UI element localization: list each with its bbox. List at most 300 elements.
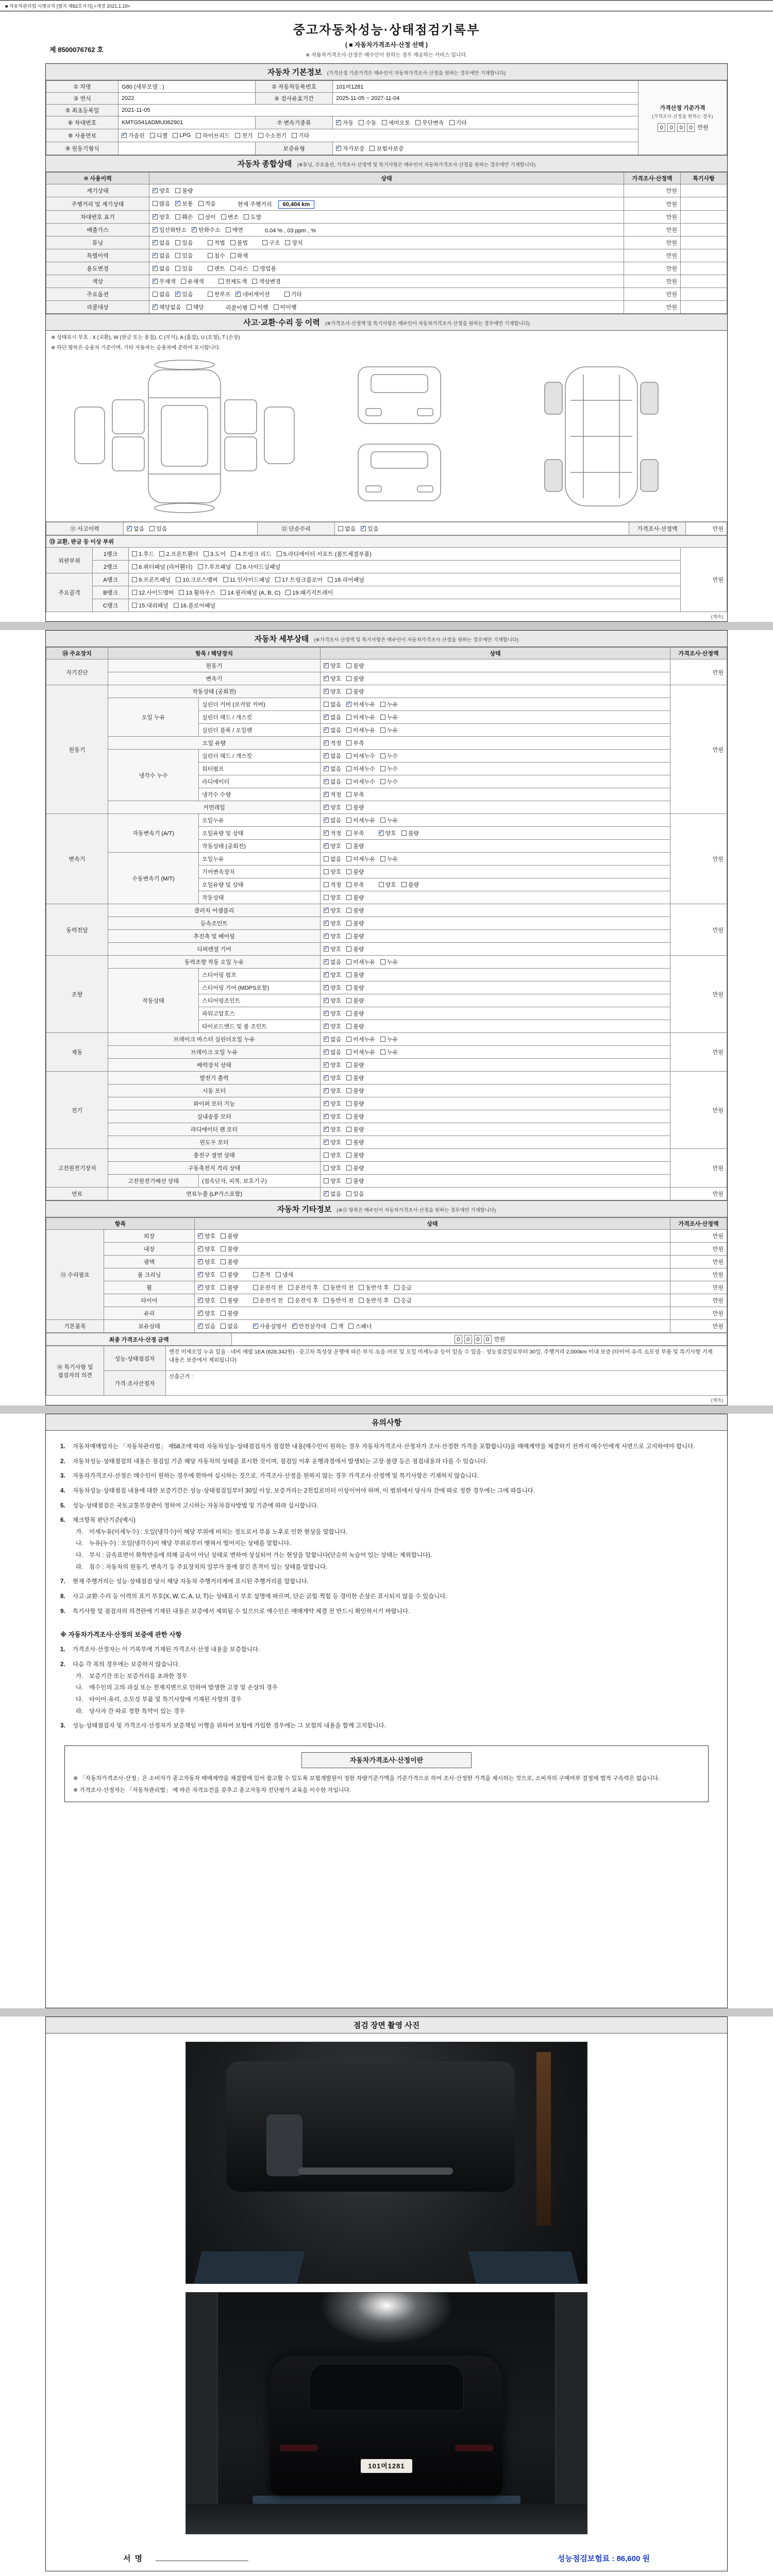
checkbox-option-label: 양호 [205,1311,216,1317]
checkbox-option[interactable] [236,290,270,298]
checkbox-option[interactable] [401,829,419,837]
fuel-options [119,129,638,142]
checkbox-option[interactable] [324,816,341,824]
checkbox-option[interactable] [221,1322,238,1330]
checkbox-option[interactable] [258,131,287,140]
checkbox-option[interactable] [253,1270,271,1279]
checkbox-option[interactable] [394,1283,412,1292]
checkbox-option[interactable] [346,765,375,773]
checkbox-option[interactable] [324,1164,341,1172]
option-group [208,264,281,273]
checkbox-option[interactable] [346,1177,364,1185]
checkbox-option[interactable] [208,264,225,273]
checkbox-option[interactable] [324,1035,341,1043]
checkbox-option[interactable] [230,239,248,247]
checkbox-option[interactable] [181,277,204,285]
checkbox-option[interactable] [253,1283,283,1292]
checkbox-option[interactable] [324,1074,341,1082]
usage-item-state [149,197,624,211]
checkbox-option-label: 불량 [353,1011,364,1017]
checkbox-box-icon [346,779,351,784]
checkbox-option[interactable] [221,588,280,597]
checkbox-option[interactable] [324,662,341,670]
price-unit: 만원 [494,1336,506,1343]
checkbox-option-label: 해당 [193,304,204,311]
device-item: 연료누출 (LP가스포함) [108,1188,321,1200]
checkbox-option-label: 불량 [353,1165,364,1172]
checkbox-option[interactable] [230,264,248,273]
checkbox-option[interactable] [379,880,396,889]
checkbox-option[interactable] [324,868,341,876]
checkbox-option[interactable] [175,290,193,298]
checkbox-option[interactable] [153,251,170,260]
checkbox-option[interactable] [324,971,341,979]
checkbox-option[interactable] [415,118,444,127]
checkbox-option[interactable] [346,919,364,927]
checkbox-option[interactable] [175,213,193,221]
checkbox-option[interactable] [175,251,193,260]
checkbox-option[interactable] [324,945,341,953]
checkbox-option[interactable] [324,752,341,760]
checkbox-option[interactable] [346,752,375,760]
checkbox-option[interactable] [244,213,261,221]
checkbox-option[interactable] [153,239,170,247]
checkbox-option[interactable] [274,303,297,311]
checkbox-option[interactable] [359,1296,389,1304]
checkbox-box-icon [346,715,351,720]
checkbox-option[interactable] [198,563,231,571]
checkbox-option[interactable] [346,1048,375,1056]
checkbox-option[interactable] [324,674,341,683]
checkbox-option[interactable] [369,144,404,152]
checkbox-box-icon [198,1272,203,1277]
checkbox-option[interactable] [346,1061,364,1069]
checkbox-option[interactable] [153,226,187,234]
checkbox-option[interactable] [122,131,145,140]
notice-text: 자동차성능·상태점검 내용에 대한 보증기간은 성능·상태점검일부터 30일 이상, 보증거리는 2천킬로미터 이상이어야 하며, 이 범위에서 당사자 간에 따로 정한 경우에는 그에 따릅니다. [73,1487,535,1494]
checkbox-option[interactable] [198,213,216,221]
checkbox-option[interactable] [285,239,303,247]
checkbox-option[interactable] [221,1296,238,1304]
checkbox-option[interactable] [324,880,341,889]
checkbox-option[interactable] [132,575,171,584]
checkbox-option[interactable] [174,601,215,609]
extra-text: 0.04 % , 03 ppm , % [264,228,316,234]
notice-number: 4. [60,1487,65,1494]
checkbox-option-label: 양호 [330,843,342,850]
column-header: 특기사항 [681,173,727,184]
option-group [250,302,301,312]
checkbox-option[interactable] [198,1296,215,1304]
checkbox-box-icon [324,1075,329,1080]
checkbox-option[interactable] [324,765,341,773]
checkbox-option[interactable] [223,575,270,584]
checkbox-option[interactable] [324,739,341,747]
price-unit-cell: 만원 [624,301,681,314]
signature-line[interactable] [156,2554,248,2561]
checkbox-option[interactable] [346,906,364,914]
checkbox-box-icon [236,564,241,569]
checkbox-option[interactable] [346,1125,364,1133]
checkbox-option[interactable] [192,226,221,234]
checkbox-option[interactable] [380,1035,398,1043]
checkbox-option[interactable] [380,726,398,734]
checkbox-box-icon [175,253,180,258]
checkbox-option[interactable] [346,1022,364,1030]
price-unit-cell: 만원 [670,1149,727,1188]
checkbox-option[interactable] [175,187,193,195]
option-group [324,674,369,683]
checkbox-box-icon [253,1272,258,1277]
checkbox-option[interactable] [346,893,364,902]
option-groups [324,751,412,760]
checkbox-option[interactable] [380,700,398,708]
option-group [324,764,403,773]
checkbox-option-label: 없음 [330,1191,342,1197]
checkbox-option[interactable] [324,1190,341,1198]
checkbox-option[interactable] [208,290,231,298]
checkbox-box-icon [175,188,180,193]
checkbox-option[interactable] [324,984,341,992]
checkbox-option[interactable] [346,777,375,786]
checkbox-option[interactable] [336,144,365,152]
checkbox-option[interactable] [346,662,364,670]
checkbox-option[interactable] [338,524,356,533]
checkbox-box-icon [324,934,329,939]
checkbox-option[interactable] [153,264,170,273]
checkbox-option[interactable] [346,1087,364,1095]
basic-section-title: 자동차 기본정보 [267,68,322,77]
checkbox-option[interactable] [346,932,364,940]
checkbox-option[interactable] [346,1151,364,1159]
checkbox-option[interactable] [401,880,419,889]
price-unit-cell: 만원 [670,1033,727,1072]
checkbox-box-icon [346,895,351,900]
option-group [324,816,403,825]
checkbox-option[interactable] [380,1048,398,1056]
checkbox-option[interactable] [159,550,198,558]
device-state [321,891,670,904]
checkbox-option[interactable] [346,803,364,811]
table-row [46,116,727,129]
checkbox-option[interactable] [382,118,411,127]
checkbox-option[interactable] [324,1151,341,1159]
checkbox-option[interactable] [226,226,243,234]
checkbox-option[interactable] [198,1322,215,1330]
checkbox-option[interactable] [336,118,354,127]
checkbox-option[interactable] [324,1125,341,1133]
checkbox-box-icon [221,590,226,595]
checkbox-option[interactable] [175,239,193,247]
checkbox-option[interactable] [346,984,364,992]
checkbox-option[interactable] [324,1009,341,1018]
checkbox-option[interactable] [324,1177,341,1185]
option-groups [324,906,379,915]
device-item: 동력조향 작동 오일 누유 [108,956,321,969]
checkbox-option[interactable] [348,1322,372,1330]
checkbox-option[interactable] [380,713,398,721]
checkbox-option[interactable] [324,1022,341,1030]
checkbox-option[interactable] [198,1258,215,1266]
option-group [324,957,403,967]
device-category: 전기 [46,1072,108,1149]
checkbox-box-icon [159,551,164,556]
inspection-photo-underbody [186,2042,587,2284]
checkbox-option[interactable] [198,1232,215,1240]
etc-state [195,1281,670,1294]
checkbox-option[interactable] [153,303,181,311]
checkbox-option[interactable] [346,880,364,889]
device-category: 제동 [46,1033,108,1072]
checkbox-option[interactable] [324,829,341,837]
checkbox-option[interactable] [153,187,170,195]
checkbox-option[interactable] [324,777,341,786]
checkbox-option[interactable] [328,575,364,584]
option-group [253,1321,377,1331]
checkbox-box-icon [288,1285,293,1290]
checkbox-option[interactable] [275,575,323,584]
checkbox-option[interactable] [324,855,341,863]
checkbox-box-icon [346,972,351,977]
checkbox-option[interactable] [324,1099,341,1108]
checkbox-option[interactable] [380,752,398,760]
checkbox-option[interactable] [179,588,215,597]
checkbox-option[interactable] [359,118,376,127]
checkbox-option[interactable] [175,199,193,208]
checkbox-option[interactable] [346,790,364,799]
checkbox-option[interactable] [324,713,341,721]
checkbox-option[interactable] [324,1061,341,1069]
checkbox-option[interactable] [346,842,364,850]
checkbox-option[interactable] [346,958,375,966]
checkbox-option[interactable] [288,1296,318,1304]
option-group [153,238,198,247]
usage-item-state [149,224,624,236]
checkbox-option[interactable] [198,1283,215,1292]
checkbox-option[interactable] [253,1296,283,1304]
price-unit-cell: 만원 [624,275,681,288]
checkbox-option[interactable] [221,1232,238,1240]
checkbox-option[interactable] [153,290,170,298]
checkbox-option[interactable] [324,1283,354,1292]
checkbox-option[interactable] [346,996,364,1005]
device-row [46,1110,727,1123]
checkbox-option[interactable] [150,131,167,140]
checkbox-option[interactable] [324,1296,354,1304]
usage-item-label: 색상 [46,275,149,288]
checkbox-option[interactable] [277,550,372,558]
checkbox-option[interactable] [380,816,398,824]
etc-item: 외장 [104,1230,195,1243]
notice-item [60,1471,713,1481]
checkbox-option-label: 양호 [205,1259,216,1265]
checkbox-box-icon [324,1298,329,1303]
checkbox-option[interactable] [380,855,398,863]
checkbox-option[interactable] [198,1309,215,1317]
checkbox-option-label: 스패너 [355,1324,372,1330]
checkbox-option[interactable] [252,277,281,285]
checkbox-option[interactable] [204,550,226,558]
device-subitem: 스티어링조인트 [199,994,321,1007]
device-row [46,904,727,917]
checkbox-option[interactable] [379,829,396,837]
checkbox-option[interactable] [324,1138,341,1146]
checkbox-option[interactable] [346,674,364,683]
accident-history-label: ⑪ 사고이력 [46,522,124,535]
field-label: ③ 연식 [46,93,119,105]
checkbox-option[interactable] [324,726,341,734]
checkbox-option[interactable] [262,239,280,247]
checkbox-option[interactable] [324,932,341,940]
checkbox-option[interactable] [346,1074,364,1082]
checkbox-option[interactable] [324,958,341,966]
checkbox-option[interactable] [324,1087,341,1095]
checkbox-option[interactable] [253,264,276,273]
checkbox-option[interactable] [149,524,167,533]
checkbox-option[interactable] [324,996,341,1005]
registration-number-value: 101머1281 [332,81,638,93]
checkbox-option[interactable] [324,687,341,696]
etc-state [195,1294,670,1307]
checkbox-option[interactable] [324,842,341,850]
device-item: 라디에이터 팬 모터 [108,1123,321,1136]
checkbox-option[interactable] [324,919,341,927]
checkbox-option[interactable] [132,588,174,597]
checkbox-option[interactable] [285,588,333,597]
checkbox-option[interactable] [324,906,341,914]
checkbox-option[interactable] [236,563,280,571]
checkbox-option[interactable] [132,601,169,609]
notice-text: 다음 각 목의 경우에는 보증하지 않습니다. [73,1662,180,1668]
checkbox-option[interactable] [230,251,248,260]
usage-item-label: 차대번호 표기 [46,211,149,224]
checkbox-option[interactable] [346,739,364,747]
checkbox-option[interactable] [346,1035,375,1043]
checkbox-option[interactable] [132,563,193,571]
checkbox-option[interactable] [346,726,375,734]
checkbox-option[interactable] [221,1309,238,1317]
rank-items [129,548,681,561]
checkbox-option[interactable] [394,1296,412,1304]
checkbox-option[interactable] [153,277,176,285]
checkbox-option[interactable] [346,829,364,837]
checkbox-option-label: 양호 [330,805,342,811]
etc-row [46,1281,727,1294]
checkbox-option[interactable] [221,1245,238,1253]
checkbox-option[interactable] [324,1048,341,1056]
checkbox-box-icon [208,253,213,258]
checkbox-option[interactable] [346,713,375,721]
checkbox-option[interactable] [198,1245,215,1253]
checkbox-option[interactable] [208,251,225,260]
checkbox-option[interactable] [132,550,154,558]
checkbox-option[interactable] [346,868,364,876]
checkbox-option[interactable] [331,1322,344,1330]
checkbox-option[interactable] [324,1112,341,1121]
checkbox-option[interactable] [221,213,239,221]
checkbox-option[interactable] [324,700,341,708]
checkbox-option-label: 불량 [227,1311,239,1317]
checkbox-option-label: 없음 [159,240,171,246]
checkbox-option[interactable] [198,1270,215,1279]
checkbox-option[interactable] [346,945,364,953]
checkbox-option[interactable] [221,1283,238,1292]
checkbox-option[interactable] [346,700,375,708]
checkbox-option[interactable] [276,1270,293,1279]
checkbox-option[interactable] [361,524,378,533]
state-code-legend: ※ 상태표시 부호 : X (교환), W (판금 또는 용접), C (부식), A (흠집), U (요철), T (손상) [51,335,240,341]
notice-item [60,1607,713,1617]
checkbox-option[interactable] [176,575,217,584]
checkbox-option[interactable] [324,803,341,811]
checkbox-option[interactable] [292,1322,326,1330]
usage-history-row [46,224,727,236]
checkbox-box-icon [346,663,351,668]
checkbox-option[interactable] [359,1283,389,1292]
checkbox-option[interactable] [288,1283,318,1292]
checkbox-option[interactable] [324,790,341,799]
checkbox-option-label: 없음 [330,753,342,759]
checkbox-option[interactable] [346,971,364,979]
checkbox-option-label: 양호 [205,1272,216,1278]
checkbox-option[interactable] [196,131,230,140]
checkbox-option-label: 운전석 전 [259,1285,283,1291]
checkbox-option[interactable] [346,1164,364,1172]
checkbox-option[interactable] [449,118,467,127]
checkbox-option[interactable] [221,1270,238,1279]
checkbox-option[interactable] [231,550,271,558]
checkbox-option[interactable] [253,1322,287,1330]
checkbox-option[interactable] [346,1112,364,1121]
checkbox-option[interactable] [173,132,191,139]
checkbox-option[interactable] [380,958,398,966]
checkbox-option[interactable] [324,893,341,902]
device-row [46,685,727,698]
checkbox-option[interactable] [346,1099,364,1108]
checkbox-option[interactable] [346,816,375,824]
checkbox-option-label: 흔적 [259,1272,271,1278]
checkbox-option[interactable] [153,213,170,221]
checkbox-option[interactable] [346,687,364,696]
checkbox-option[interactable] [292,131,309,140]
checkbox-option[interactable] [175,264,193,273]
checkbox-option[interactable] [284,290,302,298]
checkbox-box-icon [230,266,236,271]
checkbox-option[interactable] [346,1138,364,1146]
checkbox-option[interactable] [346,1009,364,1018]
checkbox-option[interactable] [208,239,225,247]
checkbox-option[interactable] [250,303,268,311]
checkbox-option[interactable] [380,765,398,773]
checkbox-option[interactable] [221,1258,238,1266]
checkbox-option[interactable] [153,199,170,208]
checkbox-option[interactable] [198,199,216,208]
checkbox-option[interactable] [346,855,375,863]
checkbox-option[interactable] [219,277,247,285]
notice-sub-number: 라. [76,1708,83,1715]
checkbox-box-icon [221,1324,226,1329]
device-subitem: (접속단자, 피복, 보호기구) [199,1175,321,1188]
checkbox-option[interactable] [235,131,253,140]
checkbox-option[interactable] [346,1190,364,1198]
checkbox-box-icon [258,133,263,138]
checkbox-option[interactable] [187,303,204,311]
checkbox-option-label: 양호 [330,1165,342,1172]
checkbox-option[interactable] [380,777,398,786]
device-state [321,994,670,1007]
checkbox-option-label: 미세누유 [353,727,375,734]
checkbox-option[interactable] [127,524,144,533]
